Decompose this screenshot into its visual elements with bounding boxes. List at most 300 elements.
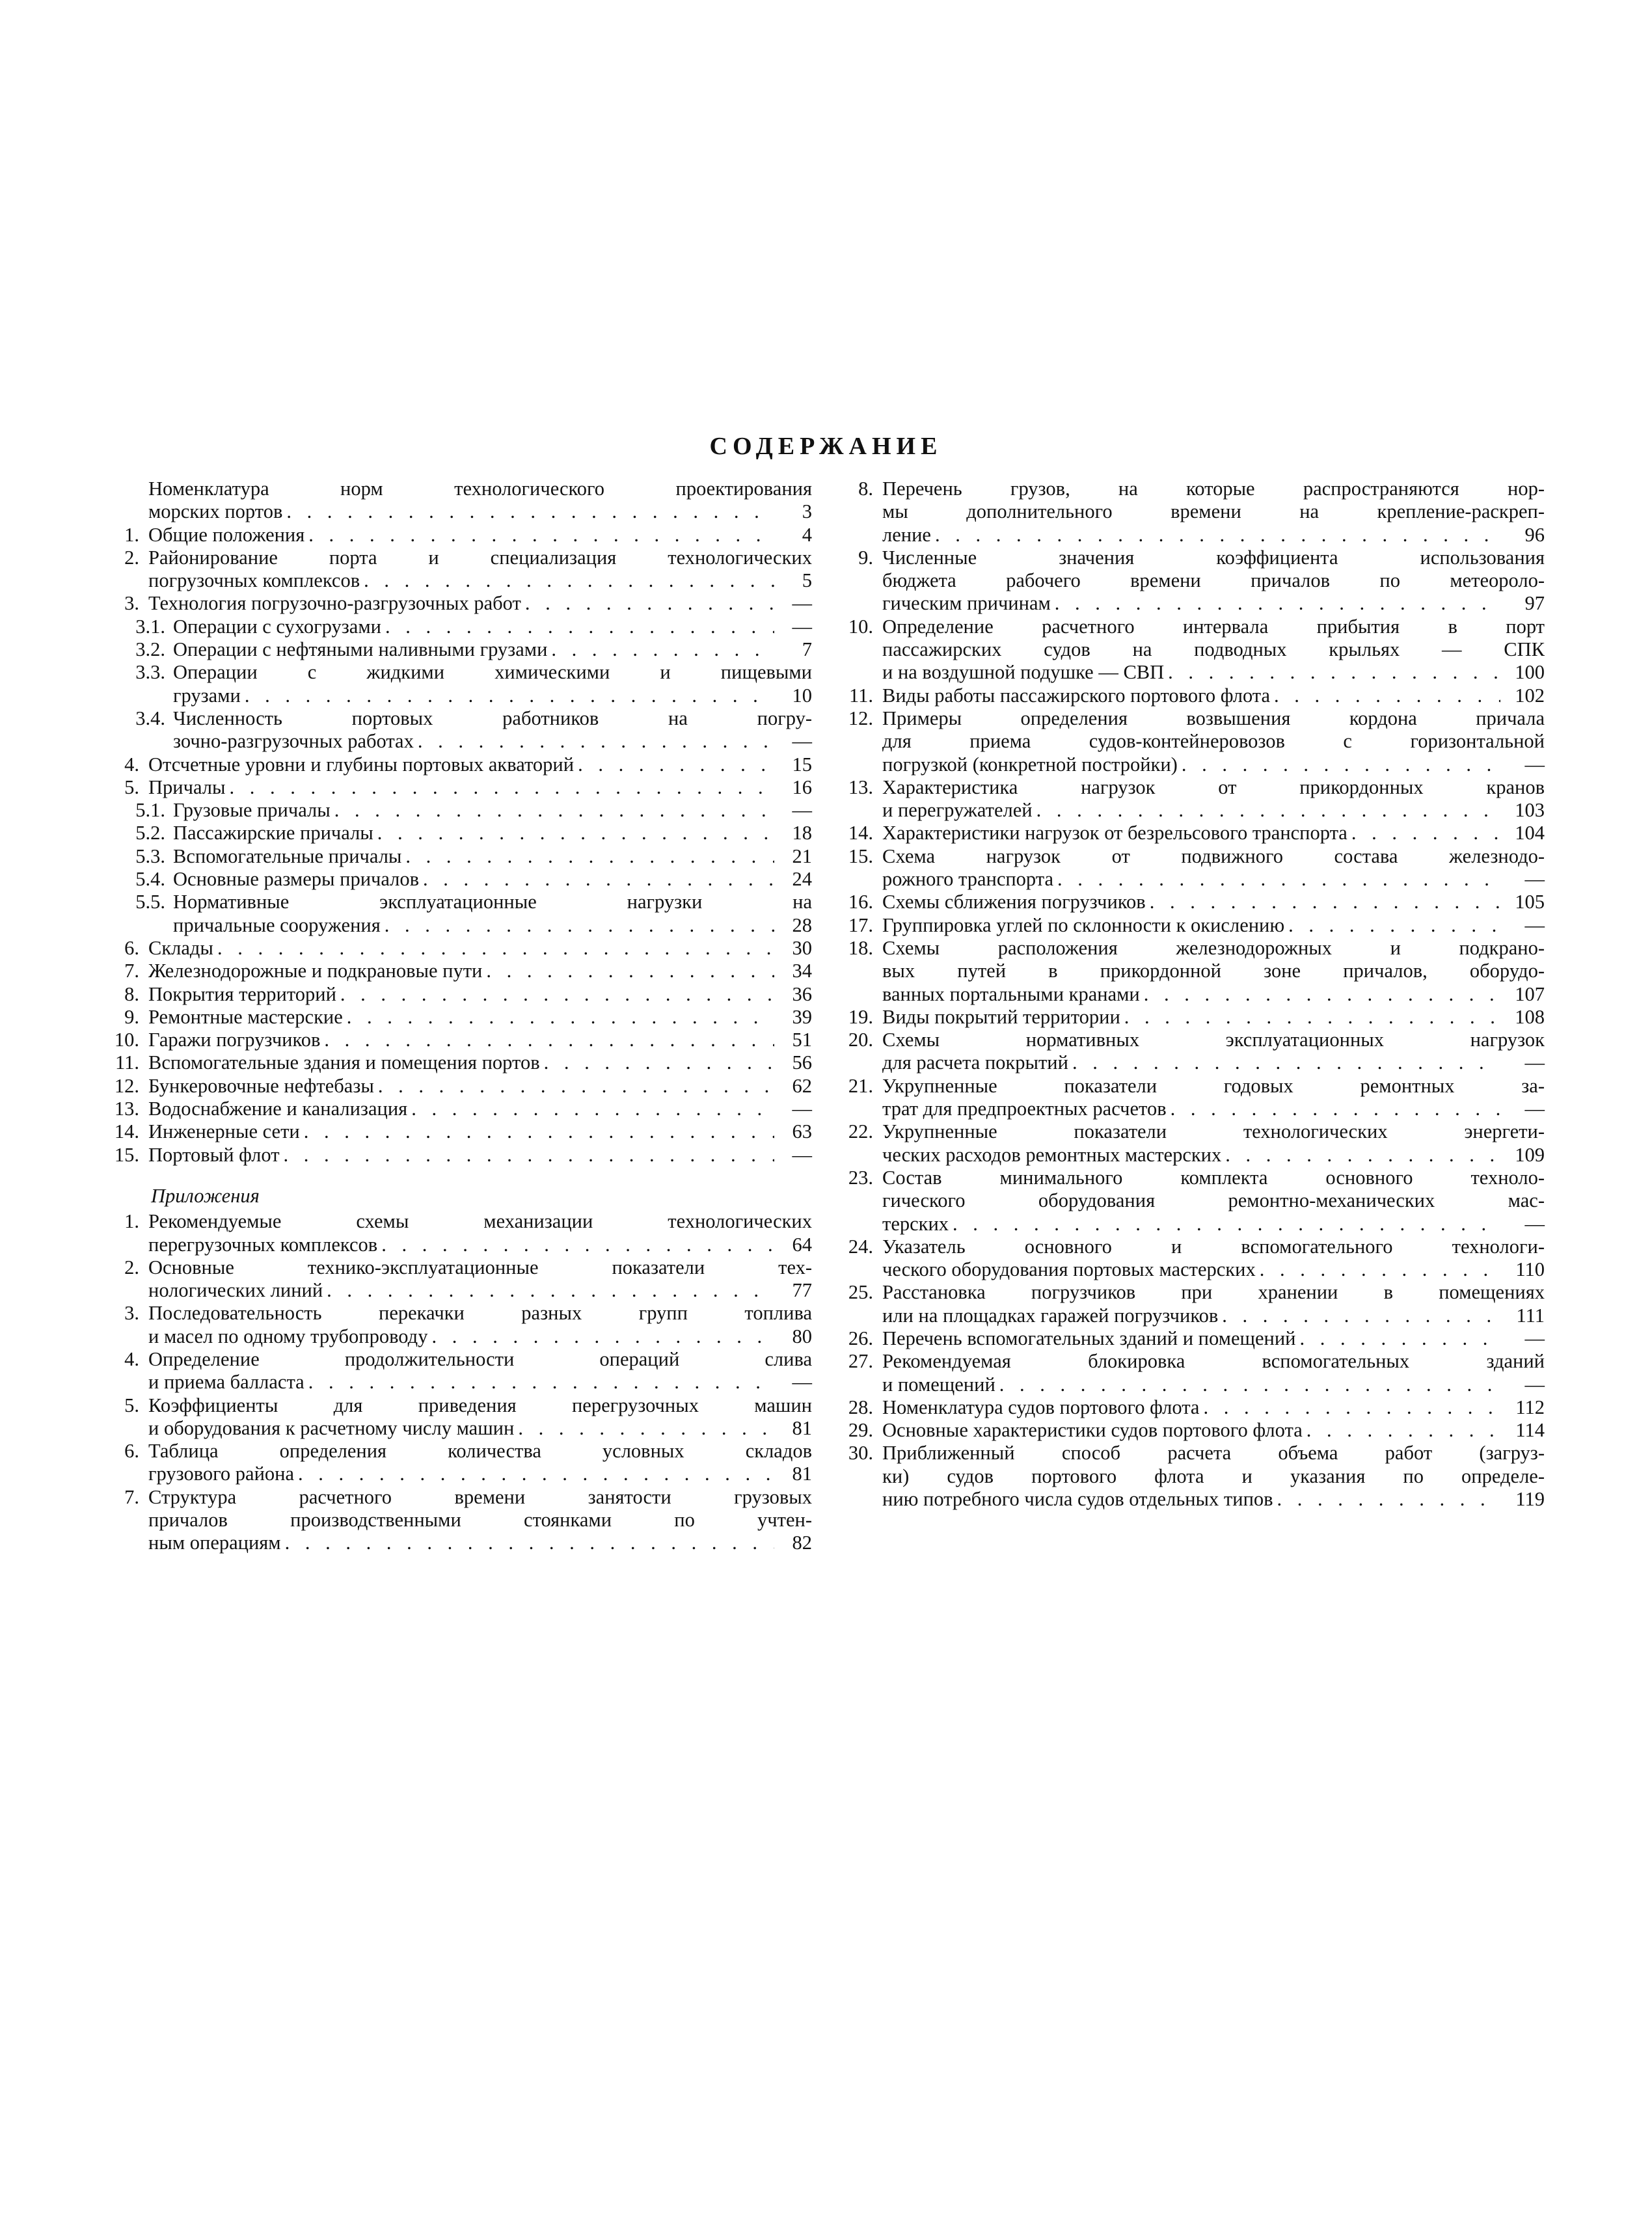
toc-entry-last-line bbox=[173, 914, 812, 937]
toc-entry-text: грузового района bbox=[148, 1463, 295, 1485]
dot-leader bbox=[1351, 822, 1500, 844]
toc-entry-last-line bbox=[148, 1006, 812, 1029]
toc-page-number: 16 bbox=[792, 776, 812, 798]
dot-leader bbox=[1260, 1258, 1500, 1281]
toc-entry-text: терских bbox=[882, 1212, 949, 1235]
toc-page-number: 51 bbox=[792, 1029, 812, 1051]
toc-entry-text: погрузочных комплексов bbox=[148, 569, 360, 592]
toc-entry-last-line bbox=[882, 1098, 1545, 1120]
toc-entry-text: мы дополнительного времени на крепление-раскреп- bbox=[882, 500, 1545, 523]
toc-page-number: 105 bbox=[1515, 891, 1545, 913]
toc-entry-text: Железнодорожные и подкрановые пути bbox=[148, 960, 483, 982]
toc-entry-number: 8. bbox=[124, 982, 139, 1005]
toc-entry-last-line bbox=[882, 1144, 1545, 1167]
toc-page-number: 81 bbox=[792, 1463, 812, 1485]
toc-entry-last-line bbox=[148, 1098, 812, 1120]
toc-entry-text: перегрузочных комплексов bbox=[148, 1233, 378, 1256]
toc-entry bbox=[834, 1006, 1545, 1029]
toc-entry-text: Ремонтные мастерские bbox=[148, 1005, 343, 1028]
toc-entry-number: 14. bbox=[114, 1120, 139, 1143]
toc-page-number: 108 bbox=[1515, 1005, 1545, 1028]
toc-entry-number: 7. bbox=[124, 960, 139, 982]
toc-entry bbox=[834, 1350, 1545, 1396]
toc-page-number: — bbox=[1524, 1373, 1545, 1396]
dot-leader bbox=[324, 1029, 774, 1051]
toc-entry bbox=[834, 914, 1545, 937]
dot-leader bbox=[935, 524, 1500, 547]
toc-entry-text: и перегружателей bbox=[882, 799, 1033, 822]
toc-page-number: 7 bbox=[802, 638, 812, 661]
toc-entry-number: 21. bbox=[848, 1074, 873, 1097]
toc-entry-number: 16. bbox=[848, 891, 873, 913]
toc-entry bbox=[109, 1144, 812, 1167]
toc-page-number: 4 bbox=[802, 523, 812, 546]
toc-page-number: — bbox=[792, 1143, 812, 1166]
toc-main-list bbox=[109, 478, 812, 1167]
toc-entry bbox=[834, 822, 1545, 844]
dot-leader bbox=[286, 500, 774, 523]
dot-leader bbox=[544, 1051, 774, 1074]
toc-entry-last-line bbox=[148, 500, 812, 523]
toc-entry-text: ческих расходов ремонтных мастерских bbox=[882, 1143, 1222, 1166]
toc-entry bbox=[109, 1029, 812, 1051]
toc-entry-text: Районирование порта и специализация технологических bbox=[148, 546, 812, 569]
toc-entry bbox=[834, 1396, 1545, 1419]
toc-page-number: 64 bbox=[792, 1233, 812, 1256]
toc-entry-text: зочно-разгрузочных работах bbox=[173, 730, 414, 753]
toc-entry-number: 3. bbox=[124, 1302, 139, 1325]
toc-entry bbox=[834, 547, 1545, 615]
toc-entry-number: 10. bbox=[114, 1029, 139, 1051]
toc-entry-text: Перечень вспомогательных зданий и помещений bbox=[882, 1327, 1296, 1349]
toc-entry-number: 17. bbox=[848, 913, 873, 936]
dot-leader bbox=[431, 1325, 774, 1348]
toc-page-number: — bbox=[792, 592, 812, 615]
toc-entry-number: 11. bbox=[849, 684, 873, 707]
toc-entry-text: Отсчетные уровни и глубины портовых акваторий bbox=[148, 753, 575, 776]
toc-entry-last-line bbox=[882, 1396, 1545, 1419]
toc-entry-number: 6. bbox=[124, 1440, 139, 1463]
toc-page-number: 3 bbox=[802, 500, 812, 523]
toc-entry-last-line bbox=[173, 730, 812, 753]
toc-entry bbox=[109, 799, 812, 822]
toc-entry-text: и масел по одному трубопроводу bbox=[148, 1325, 428, 1347]
toc-entry-text: Определение продолжительности операций слива bbox=[148, 1347, 812, 1370]
toc-entry-text: Перечень грузов, на которые распространяются нор- bbox=[882, 478, 1545, 500]
dot-leader bbox=[1299, 1327, 1500, 1350]
toc-entry-text: Указатель основного и вспомогательного технологи- bbox=[882, 1235, 1545, 1258]
toc-entry-text: пассажирских судов на подводных крыльях — СПК bbox=[882, 638, 1545, 661]
toc-entry-text: Виды покрытий территории bbox=[882, 1005, 1120, 1028]
toc-entry-last-line bbox=[173, 799, 812, 822]
toc-entry-number: 10. bbox=[848, 615, 873, 638]
toc-entry-number: 1. bbox=[124, 523, 139, 546]
toc-entry bbox=[109, 1098, 812, 1120]
toc-entry-number: 3. bbox=[124, 592, 139, 615]
toc-entry-number: 6. bbox=[124, 936, 139, 959]
toc-page-number: — bbox=[1524, 1051, 1545, 1074]
toc-entry-number: 5.1. bbox=[135, 799, 165, 822]
toc-entry bbox=[109, 1302, 812, 1348]
toc-entry-last-line bbox=[882, 1327, 1545, 1350]
toc-entry-last-line bbox=[148, 1371, 812, 1394]
toc-entry-text: Численность портовых работников на погру- bbox=[173, 707, 812, 729]
toc-page-number: 56 bbox=[792, 1051, 812, 1074]
toc-entry-text: ческого оборудования портовых мастерских bbox=[882, 1258, 1256, 1281]
toc-entry bbox=[834, 1236, 1545, 1282]
toc-entry-text: и на воздушной подушке — СВП bbox=[882, 661, 1165, 684]
toc-entry-text: погрузкой (конкретной постройки) bbox=[882, 753, 1178, 776]
toc-entry-last-line bbox=[882, 983, 1545, 1006]
dot-leader bbox=[1307, 1419, 1500, 1442]
toc-page-number: 18 bbox=[792, 822, 812, 844]
toc-entry-text: Общие положения bbox=[148, 523, 305, 546]
toc-entry bbox=[109, 547, 812, 593]
toc-entry-number: 12. bbox=[114, 1074, 139, 1097]
toc-page-number: 77 bbox=[792, 1279, 812, 1302]
toc-entry bbox=[834, 891, 1545, 913]
toc-entry-text: Водоснабжение и канализация bbox=[148, 1098, 408, 1120]
dot-leader bbox=[229, 776, 774, 799]
toc-page-number: 119 bbox=[1515, 1488, 1545, 1511]
toc-page-number: 10 bbox=[792, 684, 812, 707]
toc-entry-text: Рекомендуемая блокировка вспомогательных зданий bbox=[882, 1350, 1545, 1373]
dot-leader bbox=[423, 868, 774, 891]
toc-entry bbox=[109, 822, 812, 844]
toc-entry-last-line bbox=[173, 638, 812, 661]
toc-entry-last-line bbox=[148, 1075, 812, 1098]
toc-entry bbox=[834, 1167, 1545, 1236]
dot-leader bbox=[304, 1120, 774, 1143]
toc-entry bbox=[109, 1348, 812, 1394]
toc-entry-number: 5. bbox=[124, 1394, 139, 1416]
toc-entry-text: причалов производственными стоянками по учтен- bbox=[148, 1509, 812, 1532]
dot-leader bbox=[1274, 684, 1500, 707]
toc-entry-last-line bbox=[148, 960, 812, 982]
toc-entry-text: Грузовые причалы bbox=[173, 799, 331, 822]
toc-entry-number: 19. bbox=[848, 1005, 873, 1028]
toc-page-number: 81 bbox=[792, 1416, 812, 1439]
toc-entry bbox=[109, 1120, 812, 1143]
toc-entry-text: Портовый флот bbox=[148, 1143, 280, 1166]
toc-page-number: 109 bbox=[1515, 1143, 1545, 1166]
toc-page-number: 63 bbox=[792, 1120, 812, 1143]
toc-page-number: 112 bbox=[1515, 1396, 1545, 1418]
toc-entry-text: Инженерные сети bbox=[148, 1120, 300, 1143]
toc-entry-number: 23. bbox=[848, 1166, 873, 1189]
toc-entry-text: для расчета покрытий bbox=[882, 1051, 1068, 1074]
toc-entry-number: 15. bbox=[848, 844, 873, 867]
appendices-heading: Приложения bbox=[151, 1184, 260, 1207]
dot-leader bbox=[340, 983, 774, 1006]
toc-entry-text: Пассажирские причалы bbox=[173, 822, 373, 844]
toc-appendices-list-continued bbox=[834, 478, 1545, 1511]
toc-entry-text: Виды работы пассажирского портового флота bbox=[882, 684, 1271, 707]
dot-leader bbox=[486, 960, 774, 982]
toc-page-number: 28 bbox=[792, 913, 812, 936]
dot-leader bbox=[1277, 1488, 1500, 1511]
toc-entry-text: Бункеровочные нефтебазы bbox=[148, 1074, 374, 1097]
toc-entry bbox=[109, 592, 812, 615]
toc-entry-text: Схема нагрузок от подвижного состава железнодо- bbox=[882, 844, 1545, 867]
toc-entry-last-line bbox=[148, 1029, 812, 1051]
toc-entry bbox=[109, 891, 812, 937]
toc-entry bbox=[109, 707, 812, 753]
toc-entry-number: 5.2. bbox=[135, 822, 165, 844]
toc-entry-text: Номенклатура норм технологического проектирования bbox=[148, 478, 812, 500]
toc-entry-text: или на площадках гаражей погрузчиков bbox=[882, 1304, 1219, 1327]
toc-page-number: 21 bbox=[792, 844, 812, 867]
dot-leader bbox=[1150, 891, 1500, 913]
toc-entry-text: Укрупненные показатели технологических энергети- bbox=[882, 1120, 1545, 1143]
toc-entry bbox=[834, 707, 1545, 776]
toc-entry-last-line bbox=[148, 937, 812, 960]
toc-entry-last-line bbox=[173, 822, 812, 844]
dot-leader bbox=[347, 1006, 774, 1029]
toc-entry-text: Номенклатура судов портового флота bbox=[882, 1396, 1200, 1418]
toc-entry-text: Основные характеристики судов портового флота bbox=[882, 1419, 1303, 1442]
toc-entry-number: 3.4. bbox=[135, 707, 165, 729]
dot-leader bbox=[378, 1075, 774, 1098]
toc-page-number: 39 bbox=[792, 1005, 812, 1028]
toc-page-number: — bbox=[1524, 1212, 1545, 1235]
toc-entry-text: ки) судов портового флота и указания по определе- bbox=[882, 1465, 1545, 1487]
toc-entry-text: Примеры определения возвышения кордона причала bbox=[882, 707, 1545, 729]
toc-entry-text: Характеристики нагрузок от безрельсового транспорта bbox=[882, 822, 1347, 844]
dot-leader bbox=[1144, 983, 1500, 1006]
toc-entry-last-line bbox=[882, 799, 1545, 822]
toc-entry-number: 3.2. bbox=[135, 638, 165, 661]
toc-entry-text: Причалы bbox=[148, 776, 226, 798]
toc-entry-last-line bbox=[882, 1006, 1545, 1029]
dot-leader bbox=[308, 1371, 774, 1394]
toc-entry-number: 11. bbox=[115, 1051, 139, 1074]
toc-entry-number: 2. bbox=[124, 1256, 139, 1278]
toc-entry-last-line bbox=[148, 1325, 812, 1348]
toc-entry-last-line bbox=[148, 1051, 812, 1074]
toc-page-number: — bbox=[792, 1371, 812, 1394]
toc-entry bbox=[834, 615, 1545, 684]
toc-page-number: — bbox=[792, 1098, 812, 1120]
toc-entry-last-line bbox=[148, 1234, 812, 1256]
dot-leader bbox=[578, 753, 774, 776]
toc-entry-last-line bbox=[148, 1279, 812, 1302]
toc-entry-number: 22. bbox=[848, 1120, 873, 1143]
toc-entry-last-line bbox=[148, 1144, 812, 1167]
toc-entry-text: Схемы нормативных эксплуатационных нагрузок bbox=[882, 1029, 1545, 1051]
toc-entry-text: ванных портальными кранами bbox=[882, 982, 1140, 1005]
dot-leader bbox=[1036, 799, 1500, 822]
toc-entry bbox=[834, 1281, 1545, 1327]
toc-entry-number: 5.5. bbox=[135, 891, 165, 913]
toc-entry-text: и приема балласта bbox=[148, 1371, 305, 1394]
toc-entry-text: Последовательность перекачки разных групп топлива bbox=[148, 1302, 812, 1325]
toc-entry bbox=[109, 615, 812, 638]
toc-entry-text: Технология погрузочно-разгрузочных работ bbox=[148, 592, 521, 615]
dot-leader bbox=[418, 730, 774, 753]
toc-entry-text: для приема судов-контейнеровозов с горизонтальной bbox=[882, 730, 1545, 753]
toc-entry-number: 26. bbox=[848, 1327, 873, 1349]
toc-entry-last-line bbox=[148, 592, 812, 615]
toc-entry-number: 29. bbox=[848, 1419, 873, 1442]
toc-page-number: 96 bbox=[1524, 523, 1545, 546]
dot-leader bbox=[1055, 592, 1500, 615]
dot-leader bbox=[1222, 1304, 1500, 1327]
toc-entry bbox=[109, 1006, 812, 1029]
toc-entry-last-line bbox=[148, 753, 812, 776]
dot-leader bbox=[999, 1373, 1500, 1396]
toc-page-number: 102 bbox=[1515, 684, 1545, 707]
toc-entry-text: Схемы сближения погрузчиков bbox=[882, 891, 1146, 913]
toc-entry bbox=[834, 937, 1545, 1006]
page-title: СОДЕРЖАНИЕ bbox=[709, 433, 943, 460]
toc-entry-number: 5. bbox=[124, 776, 139, 798]
toc-entry-last-line bbox=[148, 1120, 812, 1143]
toc-page-number: — bbox=[792, 799, 812, 822]
toc-page-number: 36 bbox=[792, 982, 812, 1005]
toc-entry bbox=[834, 1120, 1545, 1167]
toc-entry-number: 14. bbox=[848, 822, 873, 844]
toc-entry bbox=[109, 524, 812, 547]
toc-page-number: 110 bbox=[1515, 1258, 1545, 1281]
toc-page-number: — bbox=[792, 615, 812, 638]
toc-page-number: — bbox=[1524, 753, 1545, 776]
toc-entry-number: 7. bbox=[124, 1485, 139, 1508]
toc-entry-text: грузами bbox=[173, 684, 241, 707]
toc-entry bbox=[109, 661, 812, 707]
toc-entry-text: Операции с сухогрузами bbox=[173, 615, 381, 638]
toc-entry-text: Расстановка погрузчиков при хранении в помещениях bbox=[882, 1281, 1545, 1304]
toc-entry bbox=[834, 1327, 1545, 1350]
toc-entry-number: 18. bbox=[848, 936, 873, 959]
toc-entry-last-line bbox=[148, 569, 812, 592]
toc-entry-last-line bbox=[882, 684, 1545, 707]
toc-entry-number: 8. bbox=[858, 478, 873, 500]
toc-entry-text: Группировка углей по склонности к окислению bbox=[882, 913, 1285, 936]
toc-left-column bbox=[109, 478, 812, 1555]
toc-entry bbox=[109, 1075, 812, 1098]
toc-entry bbox=[109, 845, 812, 868]
toc-entry-text: Операции с жидкими химическими и пищевыми bbox=[173, 661, 812, 684]
dot-leader bbox=[1072, 1051, 1500, 1074]
toc-entry bbox=[109, 776, 812, 799]
toc-page-number: 103 bbox=[1515, 799, 1545, 822]
dot-leader bbox=[327, 1279, 774, 1302]
toc-entry-text: вых путей в прикордонной зоне причалов, оборудо- bbox=[882, 960, 1545, 982]
toc-entry-number: 9. bbox=[858, 546, 873, 569]
toc-entry-last-line bbox=[148, 1417, 812, 1440]
toc-entry-text: Определение расчетного интервала прибытия в порт bbox=[882, 615, 1545, 638]
toc-page-number: 15 bbox=[792, 753, 812, 776]
toc-entry-text: гического оборудования ремонтно-механических мас- bbox=[882, 1189, 1545, 1212]
toc-entry-last-line bbox=[882, 891, 1545, 913]
toc-entry-last-line bbox=[173, 615, 812, 638]
toc-page-number: — bbox=[1524, 1098, 1545, 1120]
dot-leader bbox=[308, 524, 774, 547]
toc-right-column bbox=[834, 478, 1545, 1511]
toc-page-number: 100 bbox=[1515, 661, 1545, 684]
toc-entry-number: 27. bbox=[848, 1350, 873, 1373]
toc-entry-last-line bbox=[882, 592, 1545, 615]
toc-page-number: — bbox=[1524, 1327, 1545, 1349]
toc-entry-text: и помещений bbox=[882, 1373, 995, 1396]
toc-entry-last-line bbox=[882, 914, 1545, 937]
toc-entry-number: 12. bbox=[848, 707, 873, 729]
toc-entry-last-line bbox=[148, 983, 812, 1006]
dot-leader bbox=[411, 1098, 774, 1120]
toc-entry-text: Вспомогательные здания и помещения портов bbox=[148, 1051, 540, 1074]
toc-entry-text: и оборудования к расчетному числу машин bbox=[148, 1416, 515, 1439]
toc-entry-text: Структура расчетного времени занятости грузовых bbox=[148, 1485, 812, 1508]
dot-leader bbox=[1203, 1396, 1500, 1419]
toc-page-number: 111 bbox=[1516, 1304, 1545, 1327]
dot-leader bbox=[364, 569, 774, 592]
toc-page-number: 104 bbox=[1515, 822, 1545, 844]
toc-page-number: 30 bbox=[792, 936, 812, 959]
toc-entry-text: Склады bbox=[148, 936, 213, 959]
toc-entry-text: Нормативные эксплуатационные нагрузки на bbox=[173, 891, 812, 913]
toc-entry bbox=[109, 1210, 812, 1256]
toc-entry-number: 15. bbox=[114, 1143, 139, 1166]
dot-leader bbox=[1182, 753, 1500, 776]
toc-entry-last-line bbox=[882, 1051, 1545, 1074]
toc-entry bbox=[834, 684, 1545, 707]
toc-entry bbox=[834, 1419, 1545, 1442]
toc-entry-text: Приближенный способ расчета объема работ (загруз- bbox=[882, 1442, 1545, 1465]
toc-entry bbox=[109, 1256, 812, 1303]
toc-entry bbox=[109, 1051, 812, 1074]
toc-entry-last-line bbox=[148, 776, 812, 799]
toc-entry-last-line bbox=[148, 1463, 812, 1485]
toc-entry-last-line bbox=[882, 1258, 1545, 1281]
toc-entry-last-line bbox=[148, 524, 812, 547]
toc-entry-text: Укрупненные показатели годовых ремонтных за- bbox=[882, 1074, 1545, 1097]
toc-entry-text: Состав минимального комплекта основного техноло- bbox=[882, 1166, 1545, 1189]
toc-entry bbox=[109, 1440, 812, 1486]
toc-page-number: 82 bbox=[792, 1532, 812, 1554]
toc-entry-text: ление bbox=[882, 523, 931, 546]
dot-leader bbox=[385, 914, 774, 937]
toc-page-number: 114 bbox=[1515, 1419, 1545, 1442]
toc-entry-text: Рекомендуемые схемы механизации технологических bbox=[148, 1210, 812, 1233]
toc-entry-last-line bbox=[882, 524, 1545, 547]
dot-leader bbox=[1225, 1144, 1500, 1167]
toc-entry-text: гическим причинам bbox=[882, 592, 1051, 615]
toc-entry-last-line bbox=[173, 845, 812, 868]
toc-entry-number: 4. bbox=[124, 753, 139, 776]
toc-entry bbox=[109, 1394, 812, 1440]
toc-entry-text: морских портов bbox=[148, 500, 283, 523]
toc-page-number: 24 bbox=[792, 868, 812, 891]
toc-entry-number: 9. bbox=[124, 1005, 139, 1028]
toc-entry-text: причальные сооружения bbox=[173, 913, 381, 936]
dot-leader bbox=[284, 1144, 774, 1167]
toc-entry bbox=[834, 1442, 1545, 1511]
toc-entry bbox=[834, 1029, 1545, 1075]
dot-leader bbox=[377, 822, 774, 844]
toc-entry-number: 2. bbox=[124, 546, 139, 569]
toc-entry bbox=[834, 478, 1545, 547]
dot-leader bbox=[217, 937, 774, 960]
toc-entry-text: Коэффициенты для приведения перегрузочных машин bbox=[148, 1394, 812, 1416]
toc-entry-text: Покрытия территорий bbox=[148, 982, 336, 1005]
dot-leader bbox=[551, 638, 774, 661]
toc-page-number: 5 bbox=[802, 569, 812, 592]
toc-entry-text: Характеристика нагрузок от прикордонных кранов bbox=[882, 776, 1545, 798]
dot-leader bbox=[405, 845, 774, 868]
toc-entry bbox=[109, 937, 812, 960]
toc-entry-last-line bbox=[882, 1213, 1545, 1236]
